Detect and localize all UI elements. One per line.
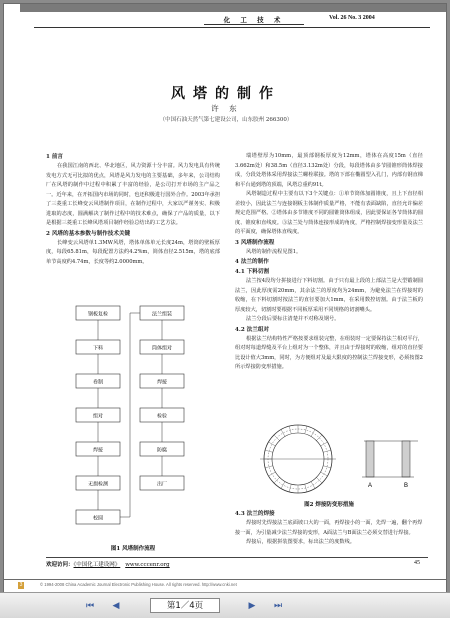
flow-box-label: 卷制 bbox=[92, 379, 104, 386]
flow-box-label: 出厂 bbox=[156, 481, 168, 488]
section-plate-b bbox=[402, 441, 410, 477]
footer-url[interactable]: www.cccenr.org bbox=[125, 562, 170, 568]
flange-spoke bbox=[311, 482, 315, 489]
footer-site bbox=[46, 560, 170, 568]
flange-spoke bbox=[316, 435, 322, 441]
flow-box-label: 焊接 bbox=[156, 379, 168, 386]
flow-box-label: 校圆 bbox=[92, 515, 104, 522]
paragraph: 风塔的制作流程见图1。 bbox=[246, 248, 302, 255]
flange-spoke bbox=[311, 430, 315, 437]
viewer-toolbar bbox=[0, 592, 450, 618]
flange-spoke bbox=[281, 430, 285, 437]
section-heading: 1 前言 bbox=[46, 154, 64, 160]
paragraph: 根据法兰结构特性严格按要求组装完整，在组装时一定要保持法兰相对平行，组对时每道焊缝及平台上组对为一个整体，并且由于焊接时的收缩，组对的直径要比设计值大3mm，同时，为方便组对及最大限度的控制法兰焊接变形，必须按图2所示焊接防变形措施。 bbox=[235, 335, 423, 370]
flow-box-label: 焊接 bbox=[92, 447, 104, 454]
flange-spoke bbox=[265, 466, 273, 468]
flow-box-label: 防腐 bbox=[156, 447, 168, 454]
flange-spoke bbox=[269, 472, 276, 476]
section-heading: 2 风塔的基本参数与制作技术关键 bbox=[46, 230, 131, 237]
flow-box-label: 筒体组对 bbox=[151, 345, 173, 352]
prev-page-icon[interactable]: ◀ bbox=[112, 601, 120, 611]
header-rule bbox=[34, 27, 430, 28]
flange-spoke bbox=[281, 482, 285, 489]
figure-2-caption: 图2 焊接防变形措施 bbox=[304, 502, 354, 508]
journal-name: 化 工 技 术 bbox=[204, 15, 304, 25]
flow-box-label: 法兰组装 bbox=[151, 311, 173, 318]
article-affiliation: （中国石油天然气第七建设公司，山东胶州 266300） bbox=[159, 117, 293, 123]
flow-box-label: 检验 bbox=[156, 413, 168, 420]
paragraph: 法兰按4段均分拼接进行下料切割。由于只有最上段的上部法兰是大型锻制圆法兰，因此厚度需20mm，其余法兰的厚度均为24mm，为避免法兰在焊接时的收缩，在下料切割时按法兰的直径要加大1mm，在采用数控切割。由于法兰板的厚度较大，切割时要根据不同板厚采用不同规格的切割嘴头。 bbox=[235, 278, 423, 313]
paragraph: 风塔制造过程中主要有以下3个关键点：①单节筒体加圆锥度，且上下直径相差较小，因此法兰与连接钢板主体制作质量严格，不能有表面缺陷，直径允许偏差规定范围严格。②塔体由多节锥度不同的圆锥筒体组成，因此要保证各节筒体的圆度、锥度和直线度。③法兰处与筒体连接形成的角度，严格控制焊接变形量及法兰的平面度，确保塔体直线度。 bbox=[235, 191, 423, 235]
paragraph: 焊接后，根据拼装图要求，标出法兰的度数线。 bbox=[246, 539, 355, 545]
journal-volume: Vol. 26 No. 3 2004 bbox=[329, 15, 375, 21]
flange-spoke bbox=[321, 472, 328, 476]
flow-box-label: 无损检测 bbox=[87, 481, 109, 488]
flange-spoke bbox=[316, 477, 322, 483]
subsection-heading: 4.3 法兰的焊接 bbox=[235, 511, 275, 517]
footer-site-name[interactable]: 《中国化工建设网》 bbox=[73, 562, 121, 568]
paragraph: 瑞塔壁厚为10mm，最顶部钢板厚度为12mm，塔体在高度15m（直径3.662m处）和38.5m（直径3.132m处）分段，每段塔体由多节圆锥形筒体焊接成，分段处塔体采用焊接法兰螺栓联接。塔的下部在椭圆型入孔门，内部有钢直梯和平台通到塔的顶端，风塔总重约91t。 bbox=[235, 153, 423, 188]
figure-2-diagram bbox=[252, 419, 424, 499]
paragraph: 在我国江南的西北、华北地区，风力资源十分丰富。风力发电具有传统发电方式无可比拟的优点，风塔是风力发电的主要基础，多年来，公司结构厂在风塔的制作中过程中积累了丰富的经验，是公司打开市场的主产品之一。近年来，在开拓国内市场的同时，也还积极进行国外合作。2003年承担了三菱重工长峰变云风塔制作项目，在制作过程中，大家以严谨务实、积极进取的态度，圆满解决了制作过程中的技术难点，确保了产品的质量，以下是根据三菱重工长峰风塔项目制作经验总结出的工艺方法。 bbox=[46, 163, 221, 226]
section-plate-a bbox=[366, 441, 374, 477]
label-b: B bbox=[404, 483, 409, 489]
last-page-icon[interactable]: ⏭ bbox=[273, 601, 283, 611]
copyright-page-badge: 3 bbox=[19, 582, 23, 588]
paragraph: 长峰变云风塔单1.3MW风塔，塔体单体单元长度24m，塔筒的壁板厚度，每段65.81m，每段配置方法约4.2%m，简体直径2.515m，塔的底部单节高度约4.74m，长度等约2.0000mm。 bbox=[46, 239, 220, 265]
footer-label: 欢迎访问： bbox=[46, 562, 74, 568]
article-author: 许 东 bbox=[211, 104, 241, 113]
right-column bbox=[235, 152, 423, 373]
first-page-icon[interactable]: ⏮ bbox=[85, 601, 95, 611]
figure-1-flowchart bbox=[56, 300, 204, 546]
paragraph: 法兰分段后要标注清楚并不对称及钢号。 bbox=[246, 316, 340, 322]
section-heading: 4 法兰的制作 bbox=[235, 259, 269, 265]
flow-connector bbox=[120, 313, 140, 517]
section-4-3 bbox=[235, 509, 423, 548]
footer-rule bbox=[46, 557, 428, 558]
next-page-icon[interactable]: ▶ bbox=[248, 601, 256, 611]
subsection-heading: 4.2 法兰组对 bbox=[235, 326, 270, 333]
document-page bbox=[3, 3, 447, 580]
page-indicator[interactable]: 第1／4页 bbox=[150, 598, 220, 613]
flow-box-label: 下料 bbox=[92, 345, 104, 352]
article-title: 风塔的制作 bbox=[171, 86, 281, 102]
flow-box-label: 组对 bbox=[92, 413, 104, 420]
flow-box-label: 钢板复检 bbox=[87, 311, 109, 318]
section-heading: 3 风塔制作流程 bbox=[235, 239, 275, 246]
subsection-heading: 4.1 下料切割 bbox=[235, 269, 270, 275]
page-number: 45 bbox=[414, 560, 420, 566]
flange-spoke bbox=[269, 442, 276, 446]
figure-1-caption: 图1 风塔制作流程 bbox=[110, 546, 156, 552]
header-bar bbox=[20, 4, 447, 12]
left-column bbox=[46, 152, 220, 267]
copyright-strip bbox=[3, 580, 447, 592]
flange-spoke bbox=[321, 442, 328, 446]
paragraph: 焊接时先焊接法兰底面坡口大的一面，再焊接小的一面，先焊一遍，翻个再焊接一面，为引量减少法兰焊接的变形，A面法兰与B面法兰必须交替进行焊接。 bbox=[235, 520, 423, 536]
label-a: A bbox=[368, 483, 373, 489]
copyright-text: © 1994-2008 China Academic Journal Electronic Publishing House. All rights reserved. http://www.cnki.net bbox=[40, 582, 237, 587]
